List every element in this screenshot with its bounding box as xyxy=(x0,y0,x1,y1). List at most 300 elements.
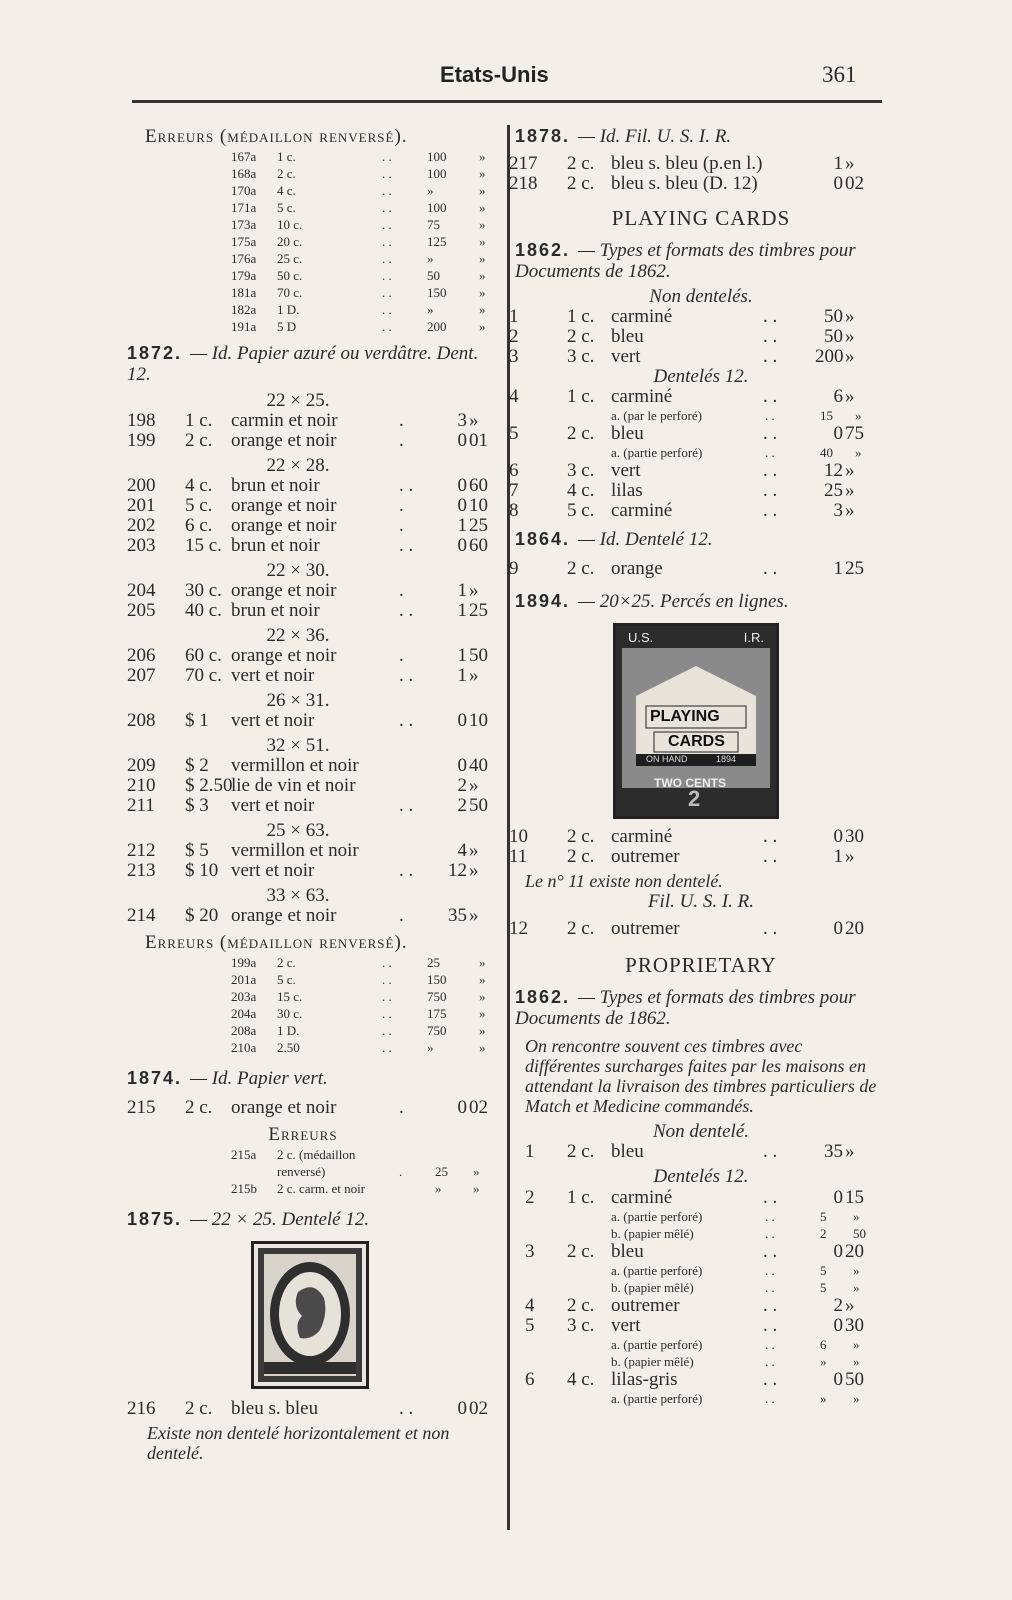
cell: 6 xyxy=(833,386,843,407)
cell: 6 c. xyxy=(185,515,213,536)
sub-row xyxy=(515,1353,887,1370)
catalog-row xyxy=(127,601,499,621)
cell: 0 xyxy=(833,423,843,444)
cell: $ 3 xyxy=(185,795,209,816)
cell: $ 10 xyxy=(185,860,219,881)
errors-heading: Erreurs (médaillon renversé). xyxy=(145,126,408,147)
cell: 175a xyxy=(231,234,257,249)
cell: 209 xyxy=(127,755,156,776)
cell: . . xyxy=(763,1187,778,1208)
stamp-text: PLAYING xyxy=(650,708,720,725)
cell: 02 xyxy=(469,1097,488,1118)
section-year: 1864. xyxy=(515,529,571,549)
cell: a. (partie perforé) xyxy=(611,1391,703,1406)
cell: » xyxy=(479,166,486,181)
cell: » xyxy=(473,1164,480,1179)
cell: $ 20 xyxy=(185,905,219,926)
cell: 2 c. xyxy=(567,423,595,444)
cell: 40 c. xyxy=(185,600,222,621)
errors-heading: Erreurs (médaillon renversé). xyxy=(145,932,408,953)
paragraph: On rencontre souvent ces timbres avec différentes surcharges faites par les maisons en attendant la livraison des timbres particuliers de Match et Medicine commandés. xyxy=(525,1036,877,1116)
cell: . . xyxy=(765,1354,775,1369)
cell: 2 c. xyxy=(567,826,595,847)
cell: 3 xyxy=(509,346,519,367)
cell: . . xyxy=(382,166,392,181)
sub-heading: Dentelés 12. xyxy=(653,1166,749,1187)
section-text: — Id. Papier azuré ou verdâtre. Dent. 12. xyxy=(127,343,479,385)
cell: 6 xyxy=(525,1369,535,1390)
cell: . . xyxy=(382,989,392,1004)
cell: 5 xyxy=(820,1209,827,1224)
cell: 170a xyxy=(231,183,257,198)
cell: 75 xyxy=(427,217,440,232)
cell: 206 xyxy=(127,645,156,666)
catalog-row xyxy=(509,500,887,521)
catalog-row xyxy=(509,558,887,579)
cell: bleu s. bleu (D. 12) xyxy=(611,173,758,194)
cell: 25 xyxy=(469,515,488,536)
section-1872 xyxy=(127,343,499,926)
cell: bleu s. bleu (p.en l.) xyxy=(611,153,763,174)
catalog-row xyxy=(127,646,499,666)
cell: 198 xyxy=(127,410,156,431)
cell: 1 c. xyxy=(277,149,296,164)
cell: vert et noir xyxy=(231,795,315,816)
cell: 75 xyxy=(845,423,864,444)
section-1894 xyxy=(509,591,887,939)
cell: 0 xyxy=(457,495,467,516)
cell: $ 1 xyxy=(185,710,209,731)
cell: » xyxy=(853,1280,860,1295)
cell: . . xyxy=(763,326,778,347)
sub-row xyxy=(127,1005,499,1022)
cell: 0 xyxy=(833,173,843,194)
cell: » xyxy=(427,251,434,266)
cell: 50 xyxy=(469,645,488,666)
cell: » xyxy=(845,460,855,481)
cell: 201a xyxy=(231,972,257,987)
cell: 0 xyxy=(833,1241,843,1262)
sub-row xyxy=(127,954,499,971)
cell: » xyxy=(479,234,486,249)
section-1875 xyxy=(127,1209,499,1463)
cell: 0 xyxy=(457,710,467,731)
cell: renversé) xyxy=(277,1164,326,1179)
cell: orange et noir xyxy=(231,495,337,516)
catalog-row xyxy=(515,1242,887,1262)
cell: 2 c. xyxy=(567,1141,595,1162)
errors-label: Erreurs xyxy=(268,1124,338,1145)
cell: 2 c. xyxy=(185,430,213,451)
cell: carminé xyxy=(611,500,673,521)
cell: . . xyxy=(382,302,392,317)
cell: 1 c. xyxy=(567,306,595,327)
cell: . . xyxy=(765,1391,775,1406)
catalog-row xyxy=(127,536,499,556)
cell: 50 xyxy=(853,1226,866,1241)
cell: 1 xyxy=(833,558,843,579)
cell: carminé xyxy=(611,306,673,327)
catalog-row xyxy=(127,756,499,776)
cell: 2 c. xyxy=(185,1097,213,1118)
section-heading xyxy=(515,591,887,613)
cell: bleu s. bleu xyxy=(231,1398,319,1419)
cell: 750 xyxy=(427,989,447,1004)
cell: vert et noir xyxy=(231,710,315,731)
catalog-row xyxy=(509,846,887,867)
cell: » xyxy=(479,183,486,198)
cell: 10 xyxy=(469,710,488,731)
cell: . . xyxy=(382,251,392,266)
cell: » xyxy=(479,972,486,987)
cell: 203 xyxy=(127,535,156,556)
cell: . . xyxy=(382,1006,392,1021)
cell: 0 xyxy=(457,755,467,776)
catalog-row xyxy=(127,1098,499,1118)
cell: . . xyxy=(382,972,392,987)
sub-row xyxy=(127,1163,499,1180)
section-1878 xyxy=(509,126,887,194)
cell: . . xyxy=(765,408,775,423)
cell: 25 xyxy=(824,480,843,501)
cell: 1 xyxy=(457,600,467,621)
cell: 5 xyxy=(820,1280,827,1295)
section-text: — 20×25. Percés en lignes. xyxy=(578,591,789,612)
cell: 1 xyxy=(833,846,843,867)
cell: . . xyxy=(765,445,775,460)
cell: 6 xyxy=(820,1337,827,1352)
sub-row xyxy=(515,444,887,461)
catalog-row xyxy=(509,460,887,481)
cell: 1 D. xyxy=(277,302,300,317)
cell: 30 xyxy=(845,1315,864,1336)
cell: » xyxy=(845,386,855,407)
cell: 0 xyxy=(457,1097,467,1118)
cell: 1 xyxy=(509,306,519,327)
sub-row xyxy=(515,1225,887,1242)
section-year: 1874. xyxy=(127,1068,183,1088)
cell: 201 xyxy=(127,495,156,516)
cell: . . xyxy=(763,846,778,867)
cell: 12 xyxy=(824,460,843,481)
right-column xyxy=(509,126,887,1407)
cell: carminé xyxy=(611,1187,673,1208)
section-title: PROPRIETARY xyxy=(625,953,777,977)
cell: 1 c. xyxy=(567,1187,595,1208)
cell: » xyxy=(479,149,486,164)
cell: orange et noir xyxy=(231,430,337,451)
cell: 10 xyxy=(509,826,528,847)
cell: 35 xyxy=(824,1141,843,1162)
cell: . . xyxy=(382,268,392,283)
cell: 0 xyxy=(833,918,843,939)
stamp-text: 1894 xyxy=(716,754,737,764)
sub-row xyxy=(127,318,499,335)
cell: . . xyxy=(382,955,392,970)
cell: » xyxy=(427,1040,434,1055)
cell: 2 xyxy=(525,1187,535,1208)
section-playing-cards xyxy=(509,200,887,521)
cell: . xyxy=(399,1164,403,1179)
cell: 210 xyxy=(127,775,156,796)
cell: » xyxy=(469,860,479,881)
cell: » xyxy=(845,1295,855,1316)
cell: » xyxy=(845,153,855,174)
cell: 150 xyxy=(427,285,447,300)
cell: . . xyxy=(382,285,392,300)
cell: 2 c. xyxy=(277,955,296,970)
cell: » xyxy=(469,665,479,686)
cell: orange xyxy=(611,558,663,579)
size-label: 26 × 31. xyxy=(266,690,330,711)
header-rule xyxy=(132,100,882,103)
watermark-label: Fil. U. S. I. R. xyxy=(647,891,755,912)
section-text: — Id. Dentelé 12. xyxy=(578,529,713,550)
cell: orange et noir xyxy=(231,1097,337,1118)
cell: 25 xyxy=(845,558,864,579)
section-year: 1878. xyxy=(515,126,571,146)
cell: 20 c. xyxy=(277,234,303,249)
cell: 2 c. xyxy=(185,1398,213,1419)
cell: » xyxy=(855,445,862,460)
cell: carmin et noir xyxy=(231,410,338,431)
cell: 213 xyxy=(127,860,156,881)
section-text: — Types et formats des timbres pour Documents de 1862. xyxy=(515,240,856,282)
cell: . . xyxy=(399,665,414,686)
cell: 30 xyxy=(845,826,864,847)
cell: . . xyxy=(399,600,414,621)
cell: 200 xyxy=(815,346,844,367)
cell: . . xyxy=(763,558,778,579)
cell: 5 xyxy=(525,1315,535,1336)
cell: » xyxy=(845,1141,855,1162)
cell: » xyxy=(855,408,862,423)
cell: 212 xyxy=(127,840,156,861)
catalog-row xyxy=(127,581,499,601)
cell: outremer xyxy=(611,846,680,867)
cell: » xyxy=(479,1040,486,1055)
sub-row xyxy=(515,1390,887,1407)
cell: 6 xyxy=(509,460,519,481)
cell: 0 xyxy=(833,1315,843,1336)
cell: 25 xyxy=(435,1164,448,1179)
size-label: 22 × 28. xyxy=(266,455,330,476)
cell: 2 c. (médaillon xyxy=(277,1147,356,1162)
cell: . . xyxy=(763,306,778,327)
cell: 60 c. xyxy=(185,645,222,666)
sub-row xyxy=(515,1262,887,1279)
cell: 4 c. xyxy=(567,480,595,501)
cell: 100 xyxy=(427,200,447,215)
note-1894: Le n° 11 existe non dentelé. xyxy=(525,871,723,891)
cell: 1 xyxy=(457,580,467,601)
cell: brun et noir xyxy=(231,600,320,621)
sub-row xyxy=(127,988,499,1005)
sub-row xyxy=(127,182,499,199)
cell: . xyxy=(399,430,404,451)
cell: 210a xyxy=(231,1040,257,1055)
cell: 60 xyxy=(469,475,488,496)
size-label: 22 × 30. xyxy=(266,560,330,581)
cell: » xyxy=(479,1006,486,1021)
catalog-row xyxy=(509,918,887,939)
cell: 0 xyxy=(457,1398,467,1419)
cell: a. (partie perforé) xyxy=(611,1209,703,1224)
catalog-row xyxy=(127,431,499,451)
cell: » xyxy=(469,580,479,601)
cell: 211 xyxy=(127,795,155,816)
cell: » xyxy=(479,1023,486,1038)
cell: vert xyxy=(611,1315,641,1336)
section-heading xyxy=(515,529,887,551)
cell: 50 xyxy=(824,306,843,327)
section-year: 1872. xyxy=(127,343,183,363)
cell: . xyxy=(399,495,404,516)
cell: » xyxy=(469,410,479,431)
cell: 15 xyxy=(845,1187,864,1208)
sub-row xyxy=(127,267,499,284)
catalog-row xyxy=(509,326,887,347)
cell: carminé xyxy=(611,826,673,847)
cell: 199 xyxy=(127,430,156,451)
cell: 204a xyxy=(231,1006,257,1021)
cell: outremer xyxy=(611,918,680,939)
cell: 2.50 xyxy=(277,1040,300,1055)
cell: . . xyxy=(399,795,414,816)
catalog-row xyxy=(509,173,887,194)
stamp-text: 2 xyxy=(688,786,701,811)
cell: vert et noir xyxy=(231,860,315,881)
cell: . . xyxy=(382,234,392,249)
section-text: — Id. Fil. U. S. I. R. xyxy=(578,126,732,147)
cell: outremer xyxy=(611,1295,680,1316)
cell: orange et noir xyxy=(231,515,337,536)
cell: 50 xyxy=(427,268,440,283)
portrait-stamp-icon xyxy=(254,1244,366,1386)
cell: 25 xyxy=(427,955,440,970)
sub-heading: Non dentelé. xyxy=(652,1121,750,1142)
cell: . . xyxy=(382,183,392,198)
cell: $ 2 xyxy=(185,755,209,776)
cell: 01 xyxy=(469,430,488,451)
sub-row xyxy=(127,199,499,216)
cell: 0 xyxy=(833,826,843,847)
section-heading xyxy=(127,1068,499,1090)
cell: . . xyxy=(382,319,392,334)
cell: 100 xyxy=(427,166,447,181)
cell: 30 c. xyxy=(277,1006,303,1021)
cell: 200 xyxy=(127,475,156,496)
sub-row xyxy=(515,1208,887,1225)
cell: 2 c. carm. et noir xyxy=(277,1181,366,1196)
cell: » xyxy=(479,268,486,283)
cell: 150 xyxy=(427,972,447,987)
cell: 207 xyxy=(127,665,156,686)
cell: 1 xyxy=(833,153,843,174)
section-year: 1894. xyxy=(515,591,571,611)
cell: a. (partie perforé) xyxy=(611,1337,703,1352)
cell: lilas-gris xyxy=(611,1369,678,1390)
cell: 2 c. xyxy=(567,173,595,194)
cell: . . xyxy=(765,1280,775,1295)
cell: . . xyxy=(399,860,414,881)
sub-row xyxy=(515,407,887,424)
section-1874 xyxy=(127,1068,499,1197)
cell: » xyxy=(479,319,486,334)
cell: 125 xyxy=(427,234,447,249)
cell: 5 c. xyxy=(277,200,296,215)
cell: . xyxy=(399,410,404,431)
page-title: Etats-Unis xyxy=(440,62,549,87)
cell: » xyxy=(845,846,855,867)
cell: bleu xyxy=(611,1241,644,1262)
size-label: 22 × 36. xyxy=(266,625,330,646)
cell: 2 c. xyxy=(567,1295,595,1316)
catalog-row xyxy=(127,841,499,861)
cell: » xyxy=(853,1337,860,1352)
cell: . . xyxy=(765,1226,775,1241)
cell: » xyxy=(853,1354,860,1369)
cell: 25 c. xyxy=(277,251,303,266)
cell: 216 xyxy=(127,1398,156,1419)
cell: $ 2.50 xyxy=(185,775,233,796)
cell: 11 xyxy=(509,846,528,867)
section-text: — 22 × 25. Dentelé 12. xyxy=(190,1209,370,1230)
catalog-row xyxy=(127,711,499,731)
stamp-image-1875 xyxy=(251,1241,369,1389)
catalog-row xyxy=(509,346,887,367)
cell: . . xyxy=(382,217,392,232)
cell: 750 xyxy=(427,1023,447,1038)
cell: 70 c. xyxy=(185,665,222,686)
section-proprietary xyxy=(515,947,887,1407)
catalog-row xyxy=(127,796,499,816)
cell: 2 xyxy=(833,1295,843,1316)
cell: . . xyxy=(399,475,414,496)
cell: . . xyxy=(765,1337,775,1352)
stamp-text: ON HAND xyxy=(646,754,688,764)
cell: 50 c. xyxy=(277,268,303,283)
cell: orange et noir xyxy=(231,905,337,926)
cell: 40 xyxy=(820,445,833,460)
cell: . . xyxy=(382,149,392,164)
catalog-row xyxy=(515,1188,887,1208)
cell: . . xyxy=(399,710,414,731)
cell: . . xyxy=(399,535,414,556)
cell: » xyxy=(435,1181,442,1196)
cell: 4 xyxy=(457,840,467,861)
cell: 208a xyxy=(231,1023,257,1038)
catalog-row xyxy=(127,496,499,516)
sub-row xyxy=(127,284,499,301)
cell: 215a xyxy=(231,1147,257,1162)
section-heading xyxy=(515,240,887,283)
cell: 10 c. xyxy=(277,217,303,232)
catalog-row xyxy=(509,423,887,444)
sub-row xyxy=(515,1336,887,1353)
sub-row xyxy=(127,250,499,267)
sub-row xyxy=(127,165,499,182)
cell: 200 xyxy=(427,319,447,334)
section-title: PLAYING CARDS xyxy=(611,206,791,230)
cell: 5 c. xyxy=(277,972,296,987)
cell: » xyxy=(845,326,855,347)
cell: carminé xyxy=(611,386,673,407)
catalog-row xyxy=(509,826,887,847)
cell: 179a xyxy=(231,268,257,283)
cell: vermillon et noir xyxy=(231,755,359,776)
section-year: 1862. xyxy=(515,240,571,260)
